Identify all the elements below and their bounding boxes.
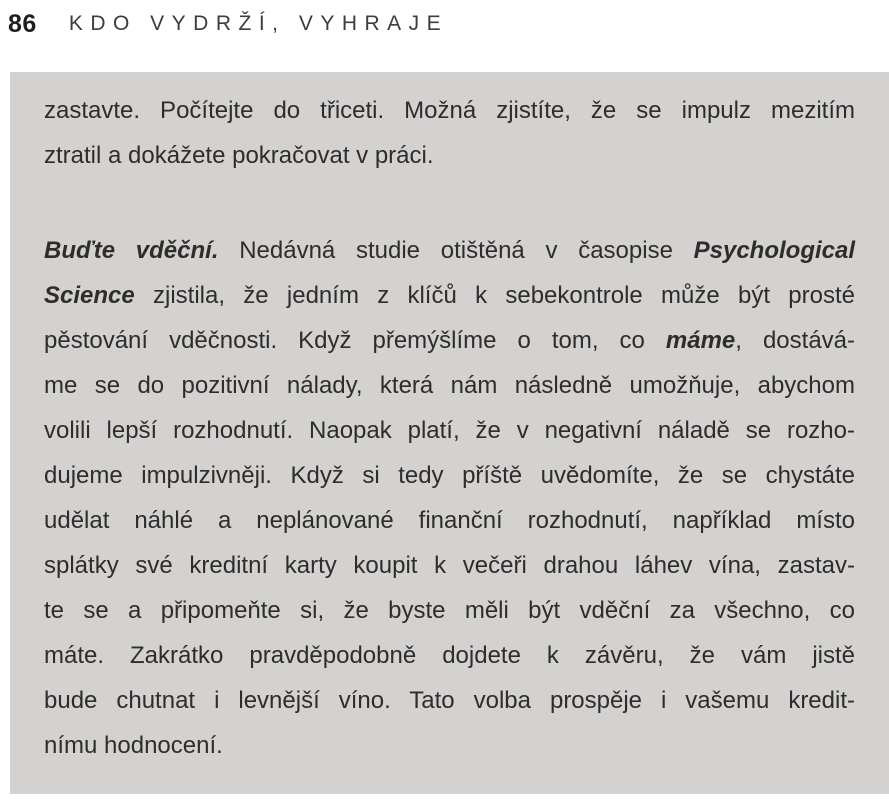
text-line bbox=[44, 408, 855, 453]
page-header bbox=[0, 0, 889, 72]
book-title: KDO VYDRŽÍ, VYHRAJE bbox=[68, 12, 449, 35]
text-segment: Science bbox=[44, 282, 135, 309]
text-segment: bude chutnat i levnější víno. Tato volba prospěje i vašemu kredit- bbox=[44, 687, 855, 714]
text-segment: me se do pozitivní nálady, která nám následně umožňuje, abychom bbox=[44, 372, 855, 399]
text-line bbox=[44, 633, 855, 678]
text-segment: te se a připomeňte si, že byste měli být vděční za všechno, co bbox=[44, 597, 855, 624]
text-line bbox=[44, 498, 855, 543]
text-segment: splátky své kreditní karty koupit k večeři drahou láhev vína, zastav- bbox=[44, 552, 855, 579]
content-panel bbox=[10, 72, 889, 794]
text-line bbox=[44, 133, 855, 178]
text-line bbox=[44, 453, 855, 498]
text-segment: zastavte. Počítejte do třiceti. Možná zjistíte, že se impulz mezitím bbox=[44, 97, 855, 124]
body-text bbox=[44, 88, 855, 768]
text-segment: Nedávná studie otištěná v časopise bbox=[218, 237, 694, 264]
page-number: 86 bbox=[8, 10, 37, 38]
text-line bbox=[44, 543, 855, 588]
text-line bbox=[44, 228, 855, 273]
text-segment: máme bbox=[665, 327, 736, 354]
text-segment: dujeme impulzivněji. Když si tedy příště uvědomíte, že se chystáte bbox=[44, 462, 855, 489]
text-line bbox=[44, 723, 855, 768]
text-segment: máte. Zakrátko pravděpodobně dojdete k závěru, že vám jistě bbox=[44, 642, 855, 669]
text-line bbox=[44, 318, 855, 363]
text-segment: ztratil a dokážete pokračovat v práci. bbox=[44, 142, 434, 169]
text-segment: nímu hodnocení. bbox=[44, 732, 223, 759]
text-line bbox=[44, 588, 855, 633]
text-segment: Buďte vděční. bbox=[44, 237, 219, 264]
text-segment: volili lepší rozhodnutí. Naopak platí, že v negativní náladě se rozho- bbox=[44, 417, 855, 444]
text-segment: zjistila, že jedním z klíčů k sebekontrole může být prosté bbox=[134, 282, 855, 309]
paragraph bbox=[44, 228, 855, 768]
text-segment: udělat náhlé a neplánované finanční rozhodnutí, například místo bbox=[44, 507, 855, 534]
text-line bbox=[44, 88, 855, 133]
text-line bbox=[44, 273, 855, 318]
text-line bbox=[44, 363, 855, 408]
text-segment: pěstování vděčnosti. Když přemýšlíme o tom, co bbox=[44, 327, 666, 354]
paragraph bbox=[44, 88, 855, 178]
text-segment: , dostává- bbox=[735, 327, 856, 354]
text-line bbox=[44, 678, 855, 723]
text-segment: Psychological bbox=[693, 237, 856, 264]
